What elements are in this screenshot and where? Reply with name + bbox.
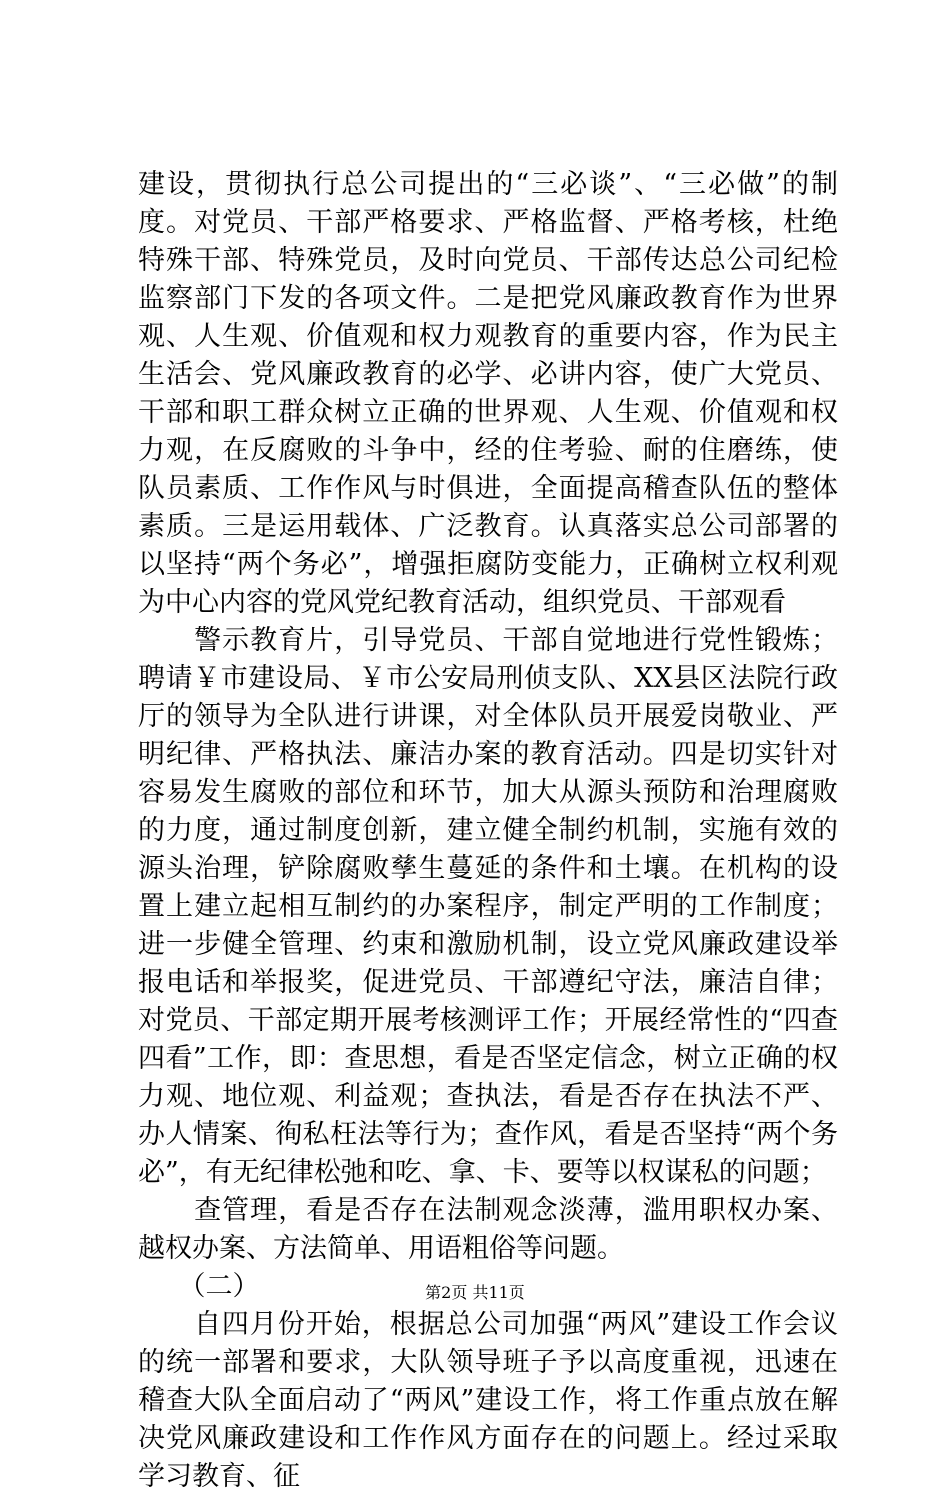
page-number: 第2页 共11页 <box>425 1283 525 1302</box>
paragraph: 自四月份开始，根据总公司加强“两风”建设工作会议的统一部署和要求，大队领导班子予以高度重视，迅速在稽查大队全面启动了“两风”建设工作，将工作重点放在解决党风廉政建设和工作作风方面存在的问题上。经过采取学习教育、征 <box>138 1309 838 1492</box>
paragraph: 建设，贯彻执行总公司提出的“三必谈”、“三必做”的制度。对党员、干部严格要求、严格监督、严格考核，杜绝特殊干部、特殊党员，及时向党员、干部传达总公司纪检监察部门下发的各项文件。二是把党风廉政教育作为世界观、人生观、价值观和权力观教育的重要内容，作为民主生活会、党风廉政教育的必学、必讲内容，使广大党员、干部和职工群众树立正确的世界观、人生观、价值观和权力观，在反腐败的斗争中，经的住考验、耐的住磨练，使队员素质、工作作风与时俱进，全面提高稽查队伍的整体素质。三是运用载体、广泛教育。认真落实总公司部署的以坚持“两个务必”，增强拒腐防变能力，正确树立权利观为中心内容的党风党纪教育活动，组织党员、干部观看 <box>138 169 838 618</box>
paragraph: （二） <box>138 1271 260 1302</box>
paragraph: 警示教育片，引导党员、干部自觉地进行党性锻炼；聘请￥市建设局、￥市公安局刑侦支队、XX县区法院行政厅的领导为全队进行讲课，对全体队员开展爱岗敬业、严明纪律、严格执法、廉洁办案的教育活动。四是切实针对容易发生腐败的部位和环节，加大从源头预防和治理腐败的力度，通过制度创新，建立健全制约机制，实施有效的源头治理，铲除腐败孳生蔓延的条件和土壤。在机构的设置上建立起相互制约的办案程序，制定严明的工作制度；进一步健全管理、约束和激励机制，设立党风廉政建设举报电话和举报奖，促进党员、干部遵纪守法，廉洁自律；对党员、干部定期开展考核测评工作；开展经常性的“四查四看”工作，即：查思想，看是否坚定信念，树立正确的权力观、地位观、利益观；查执法，看是否存在执法不严、办人情案、徇私枉法等行为；查作风，看是否坚持“两个务必”，有无纪律松弛和吃、拿、卡、要等以权谋私的问题； <box>138 625 838 1188</box>
paragraph: 查管理，看是否存在法制观念淡薄，滥用职权办案、越权办案、方法简单、用语粗俗等问题。 <box>138 1195 838 1264</box>
